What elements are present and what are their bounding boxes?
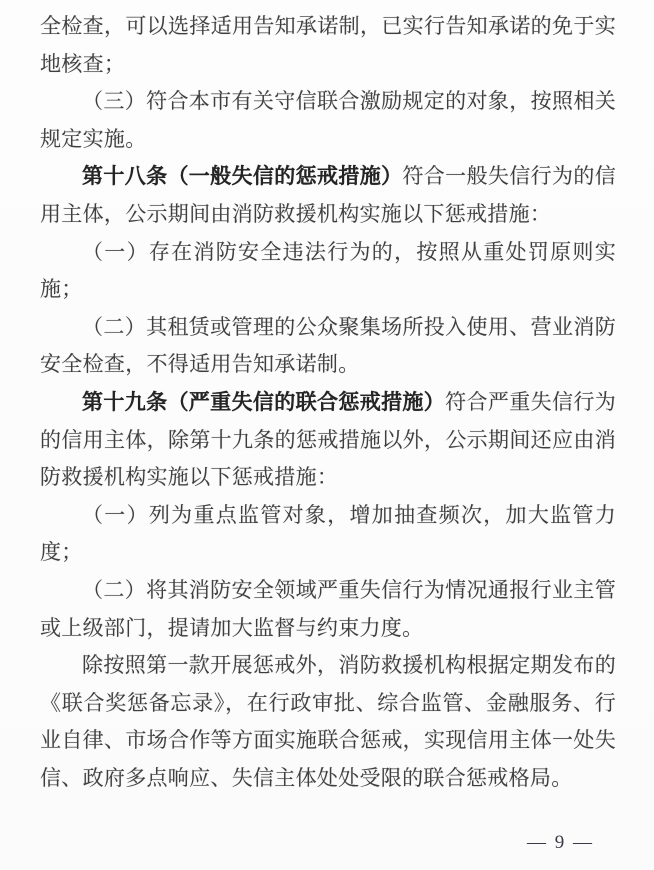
paragraph-text: （一）存在消防安全违法行为的，按照从重处罚原则实施；	[40, 239, 616, 302]
paragraph	[40, 384, 616, 497]
paragraph-text: （二）将其消防安全领域严重失信行为情况通报行业主管或上级部门，提请加大监督与约束力度。	[40, 577, 616, 640]
paragraph	[40, 309, 616, 384]
paragraph	[40, 572, 616, 647]
paragraph-text: 全检查，可以选择适用告知承诺制，已实行告知承诺的免于实地核查；	[40, 14, 616, 76]
document-body	[40, 8, 616, 797]
paragraph-text: 除按照第一款开展惩戒外，消防救援机构根据定期发布的《联合奖惩备忘录》，在行政审批、综合监管、金融服务、行业自律、市场合作等方面实施联合惩戒，实现信用主体一处失信、政府多点响应、失信主体处处受限的联合惩戒格局。	[40, 653, 616, 790]
paragraph-text: （二）其租赁或管理的公众聚集场所投入使用、营业消防安全检查，不得适用告知承诺制。	[40, 314, 616, 377]
page-number: — 9 —	[527, 832, 594, 853]
paragraph	[40, 83, 616, 158]
paragraph-text: （一）列为重点监管对象，增加抽查频次，加大监管力度；	[40, 502, 616, 565]
paragraph-text: 符合严重失信行为的信用主体，除第十九条的惩戒措施以外，公示期间还应由消防救援机构实施以下惩戒措施：	[40, 389, 616, 490]
paragraph-text: 符合一般失信行为的信用主体，公示期间由消防救援机构实施以下惩戒措施：	[40, 164, 616, 226]
paragraph-text: （三）符合本市有关守信联合激励规定的对象，按照相关规定实施。	[40, 89, 616, 151]
paragraph	[40, 158, 616, 233]
paragraph	[40, 234, 616, 309]
paragraph	[40, 8, 616, 83]
paragraph	[40, 647, 616, 797]
article-heading: 第十九条（严重失信的联合惩戒措施）	[82, 389, 446, 414]
article-heading: 第十八条（一般失信的惩戒措施）	[82, 164, 403, 189]
paragraph	[40, 497, 616, 572]
